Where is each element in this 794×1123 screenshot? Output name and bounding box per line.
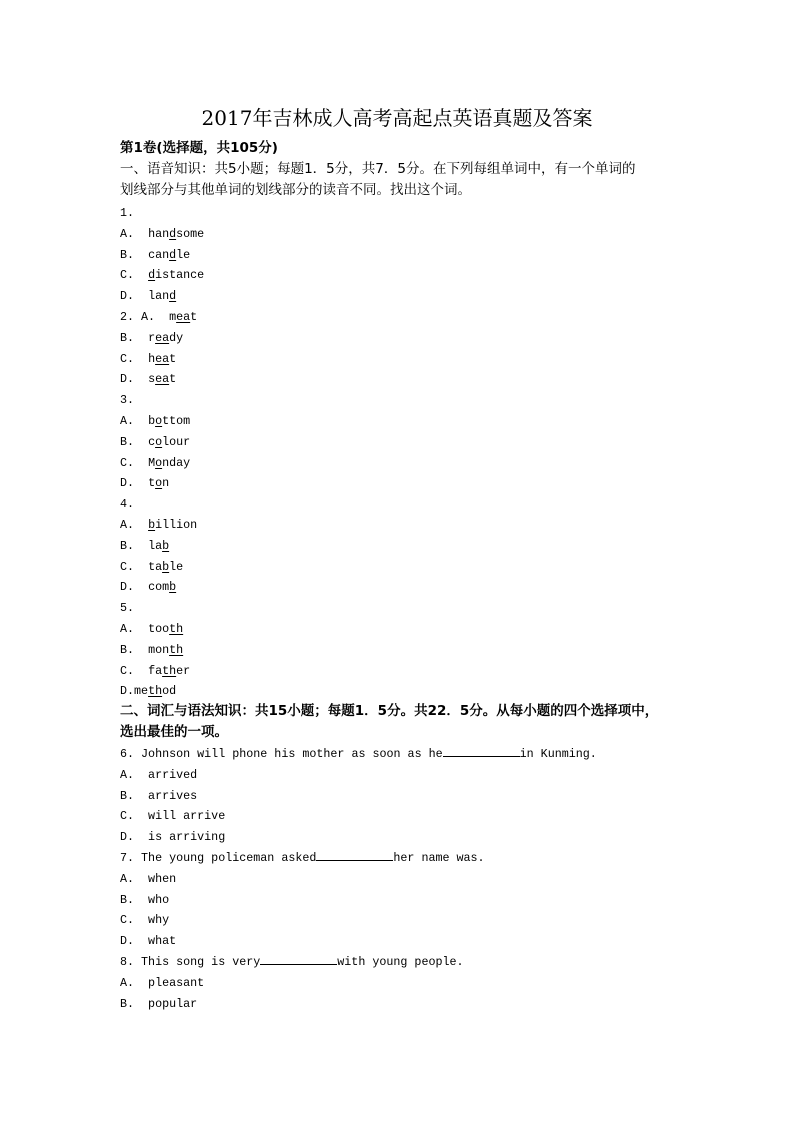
line-pre: com — [148, 580, 170, 595]
underlined-part: o — [155, 455, 163, 470]
line-label: 3. — [120, 393, 135, 408]
line-label: 4. — [120, 497, 135, 512]
grammar-questions — [120, 744, 597, 1014]
line-pre: han — [148, 226, 170, 241]
section2-heading-line: 二、词汇与语法知识：共15小题；每题1．5分。共22．5分。从每小题的四个选择项中， — [120, 703, 659, 719]
line-pre: too — [148, 621, 170, 636]
line-post: le — [176, 247, 191, 262]
question-line — [120, 952, 597, 973]
line-pre: fa — [148, 663, 163, 678]
line-label: D. — [120, 476, 149, 491]
line-post: istance — [155, 268, 205, 283]
line-text: her name was. — [393, 850, 485, 865]
line-label: A. — [120, 226, 149, 241]
line-post: t — [169, 351, 177, 366]
line-post: le — [169, 559, 184, 574]
question-line — [120, 328, 204, 349]
underlined-part: b — [162, 559, 170, 574]
line-text: C. will arrive — [120, 809, 226, 824]
document-title: 2017年吉林成人高考高起点英语真题及答案 — [201, 106, 593, 130]
question-line — [120, 744, 597, 765]
question-line — [120, 765, 597, 786]
line-pre: r — [148, 330, 156, 345]
question-line — [120, 453, 204, 474]
section2-heading-line: 选出最佳的一项。 — [120, 724, 228, 740]
underlined-part: o — [155, 434, 163, 449]
line-text: A. when — [120, 871, 177, 886]
line-pre: b — [148, 413, 156, 428]
line-text: B. who — [120, 892, 170, 907]
line-pre: la — [148, 538, 163, 553]
question-line — [120, 848, 597, 869]
underlined-part: th — [148, 684, 163, 699]
underlined-part: d — [169, 226, 177, 241]
question-line — [120, 681, 204, 702]
line-post: od — [162, 684, 177, 699]
line-label: B. — [120, 434, 149, 449]
question-line — [120, 661, 204, 682]
line-text: in Kunming. — [519, 747, 597, 761]
line-pre: s — [148, 372, 156, 387]
line-label: C. — [120, 559, 149, 574]
question-line — [120, 265, 204, 286]
answer-blank — [260, 953, 337, 965]
line-label: D. — [120, 684, 135, 699]
line-label: A. — [120, 517, 149, 532]
question-line — [120, 994, 597, 1015]
line-text: 6. Johnson will phone his mother as soon as he — [120, 747, 443, 761]
line-label: D. — [120, 580, 149, 595]
line-pre: t — [148, 476, 156, 491]
line-pre: me — [134, 684, 149, 699]
question-line — [120, 411, 204, 432]
underlined-part: ea — [155, 351, 170, 366]
question-line — [120, 827, 597, 848]
line-text: A. pleasant — [120, 975, 205, 990]
line-text: B. arrives — [120, 788, 198, 803]
line-text: D. is arriving — [120, 830, 226, 845]
line-post: nday — [162, 455, 191, 470]
part-heading: 第1卷(选择题，共105分) — [120, 140, 278, 156]
question-line — [120, 536, 204, 557]
question-line — [120, 910, 597, 931]
line-post: t — [169, 372, 177, 387]
line-pre: M — [148, 455, 156, 470]
underlined-part: d — [148, 268, 156, 283]
line-text: with young people. — [337, 954, 464, 969]
line-pre: mon — [148, 642, 170, 657]
line-label: B. — [120, 247, 149, 262]
question-line — [120, 973, 597, 994]
underlined-part: b — [148, 517, 156, 532]
underlined-part: ea — [155, 372, 170, 387]
line-label: C. — [120, 351, 149, 366]
line-label: C. — [120, 268, 149, 283]
underlined-part: b — [169, 580, 177, 595]
section1-intro-line: 划线部分与其他单词的划线部分的读音不同。找出这个词。 — [120, 182, 471, 198]
underlined-part: d — [169, 289, 177, 304]
line-text: B. popular — [120, 996, 198, 1011]
line-pre: c — [148, 434, 156, 449]
phonetics-questions — [120, 203, 204, 702]
line-label: 5. — [120, 601, 135, 616]
line-post: lour — [162, 434, 191, 449]
underlined-part: ea — [176, 309, 191, 324]
line-label: D. — [120, 289, 149, 304]
line-label: C. — [120, 663, 149, 678]
section1-intro — [120, 159, 635, 201]
line-label: C. — [120, 455, 149, 470]
question-line — [120, 598, 204, 619]
line-pre: m — [169, 309, 177, 324]
question-line — [120, 245, 204, 266]
line-post: illion — [155, 517, 198, 532]
line-label: A. — [120, 413, 149, 428]
underlined-part: b — [162, 538, 170, 553]
question-line — [120, 494, 204, 515]
question-line — [120, 203, 204, 224]
line-label: B. — [120, 330, 149, 345]
line-text: C. why — [120, 913, 170, 928]
question-line — [120, 432, 204, 453]
underlined-part: o — [155, 476, 163, 491]
line-post: n — [162, 476, 170, 491]
line-pre: can — [148, 247, 170, 262]
question-line — [120, 577, 204, 598]
line-label: 1. — [120, 206, 135, 220]
line-text: 8. This song is very — [120, 954, 261, 969]
question-line — [120, 286, 204, 307]
question-line — [120, 786, 597, 807]
line-label: 2. A. — [120, 309, 170, 324]
question-line — [120, 869, 597, 890]
question-line — [120, 931, 597, 952]
answer-blank — [443, 745, 520, 757]
question-line — [120, 349, 204, 370]
question-line — [120, 473, 204, 494]
line-label: B. — [120, 538, 149, 553]
line-label: B. — [120, 642, 149, 657]
line-pre: lan — [148, 289, 170, 304]
line-label: D. — [120, 372, 149, 387]
line-text: 7. The young policeman asked — [120, 850, 317, 865]
line-label: A. — [120, 621, 149, 636]
question-line — [120, 890, 597, 911]
line-pre: h — [148, 351, 156, 366]
line-post: er — [176, 663, 191, 678]
underlined-part: th — [162, 663, 177, 678]
section2-heading — [120, 701, 658, 743]
question-line — [120, 369, 204, 390]
underlined-part: th — [169, 642, 184, 657]
line-text: A. arrived — [120, 767, 198, 782]
underlined-part: ea — [155, 330, 170, 345]
question-line — [120, 557, 204, 578]
underlined-part: d — [169, 247, 177, 262]
underlined-part: th — [169, 621, 184, 636]
question-line — [120, 390, 204, 411]
question-line — [120, 640, 204, 661]
question-line — [120, 515, 204, 536]
question-line — [120, 224, 204, 245]
line-text: D. what — [120, 934, 177, 949]
underlined-part: o — [155, 413, 163, 428]
section1-intro-line: 一、语音知识：共5小题；每题1．5分，共7．5分。在下列每组单词中，有一个单词的 — [120, 161, 636, 177]
line-pre: ta — [148, 559, 163, 574]
question-line — [120, 806, 597, 827]
question-line — [120, 619, 204, 640]
line-post: some — [176, 226, 205, 241]
answer-blank — [316, 849, 393, 861]
line-post: ttom — [162, 413, 191, 428]
question-line — [120, 307, 204, 328]
line-post: dy — [169, 330, 184, 345]
line-post: t — [190, 309, 198, 324]
